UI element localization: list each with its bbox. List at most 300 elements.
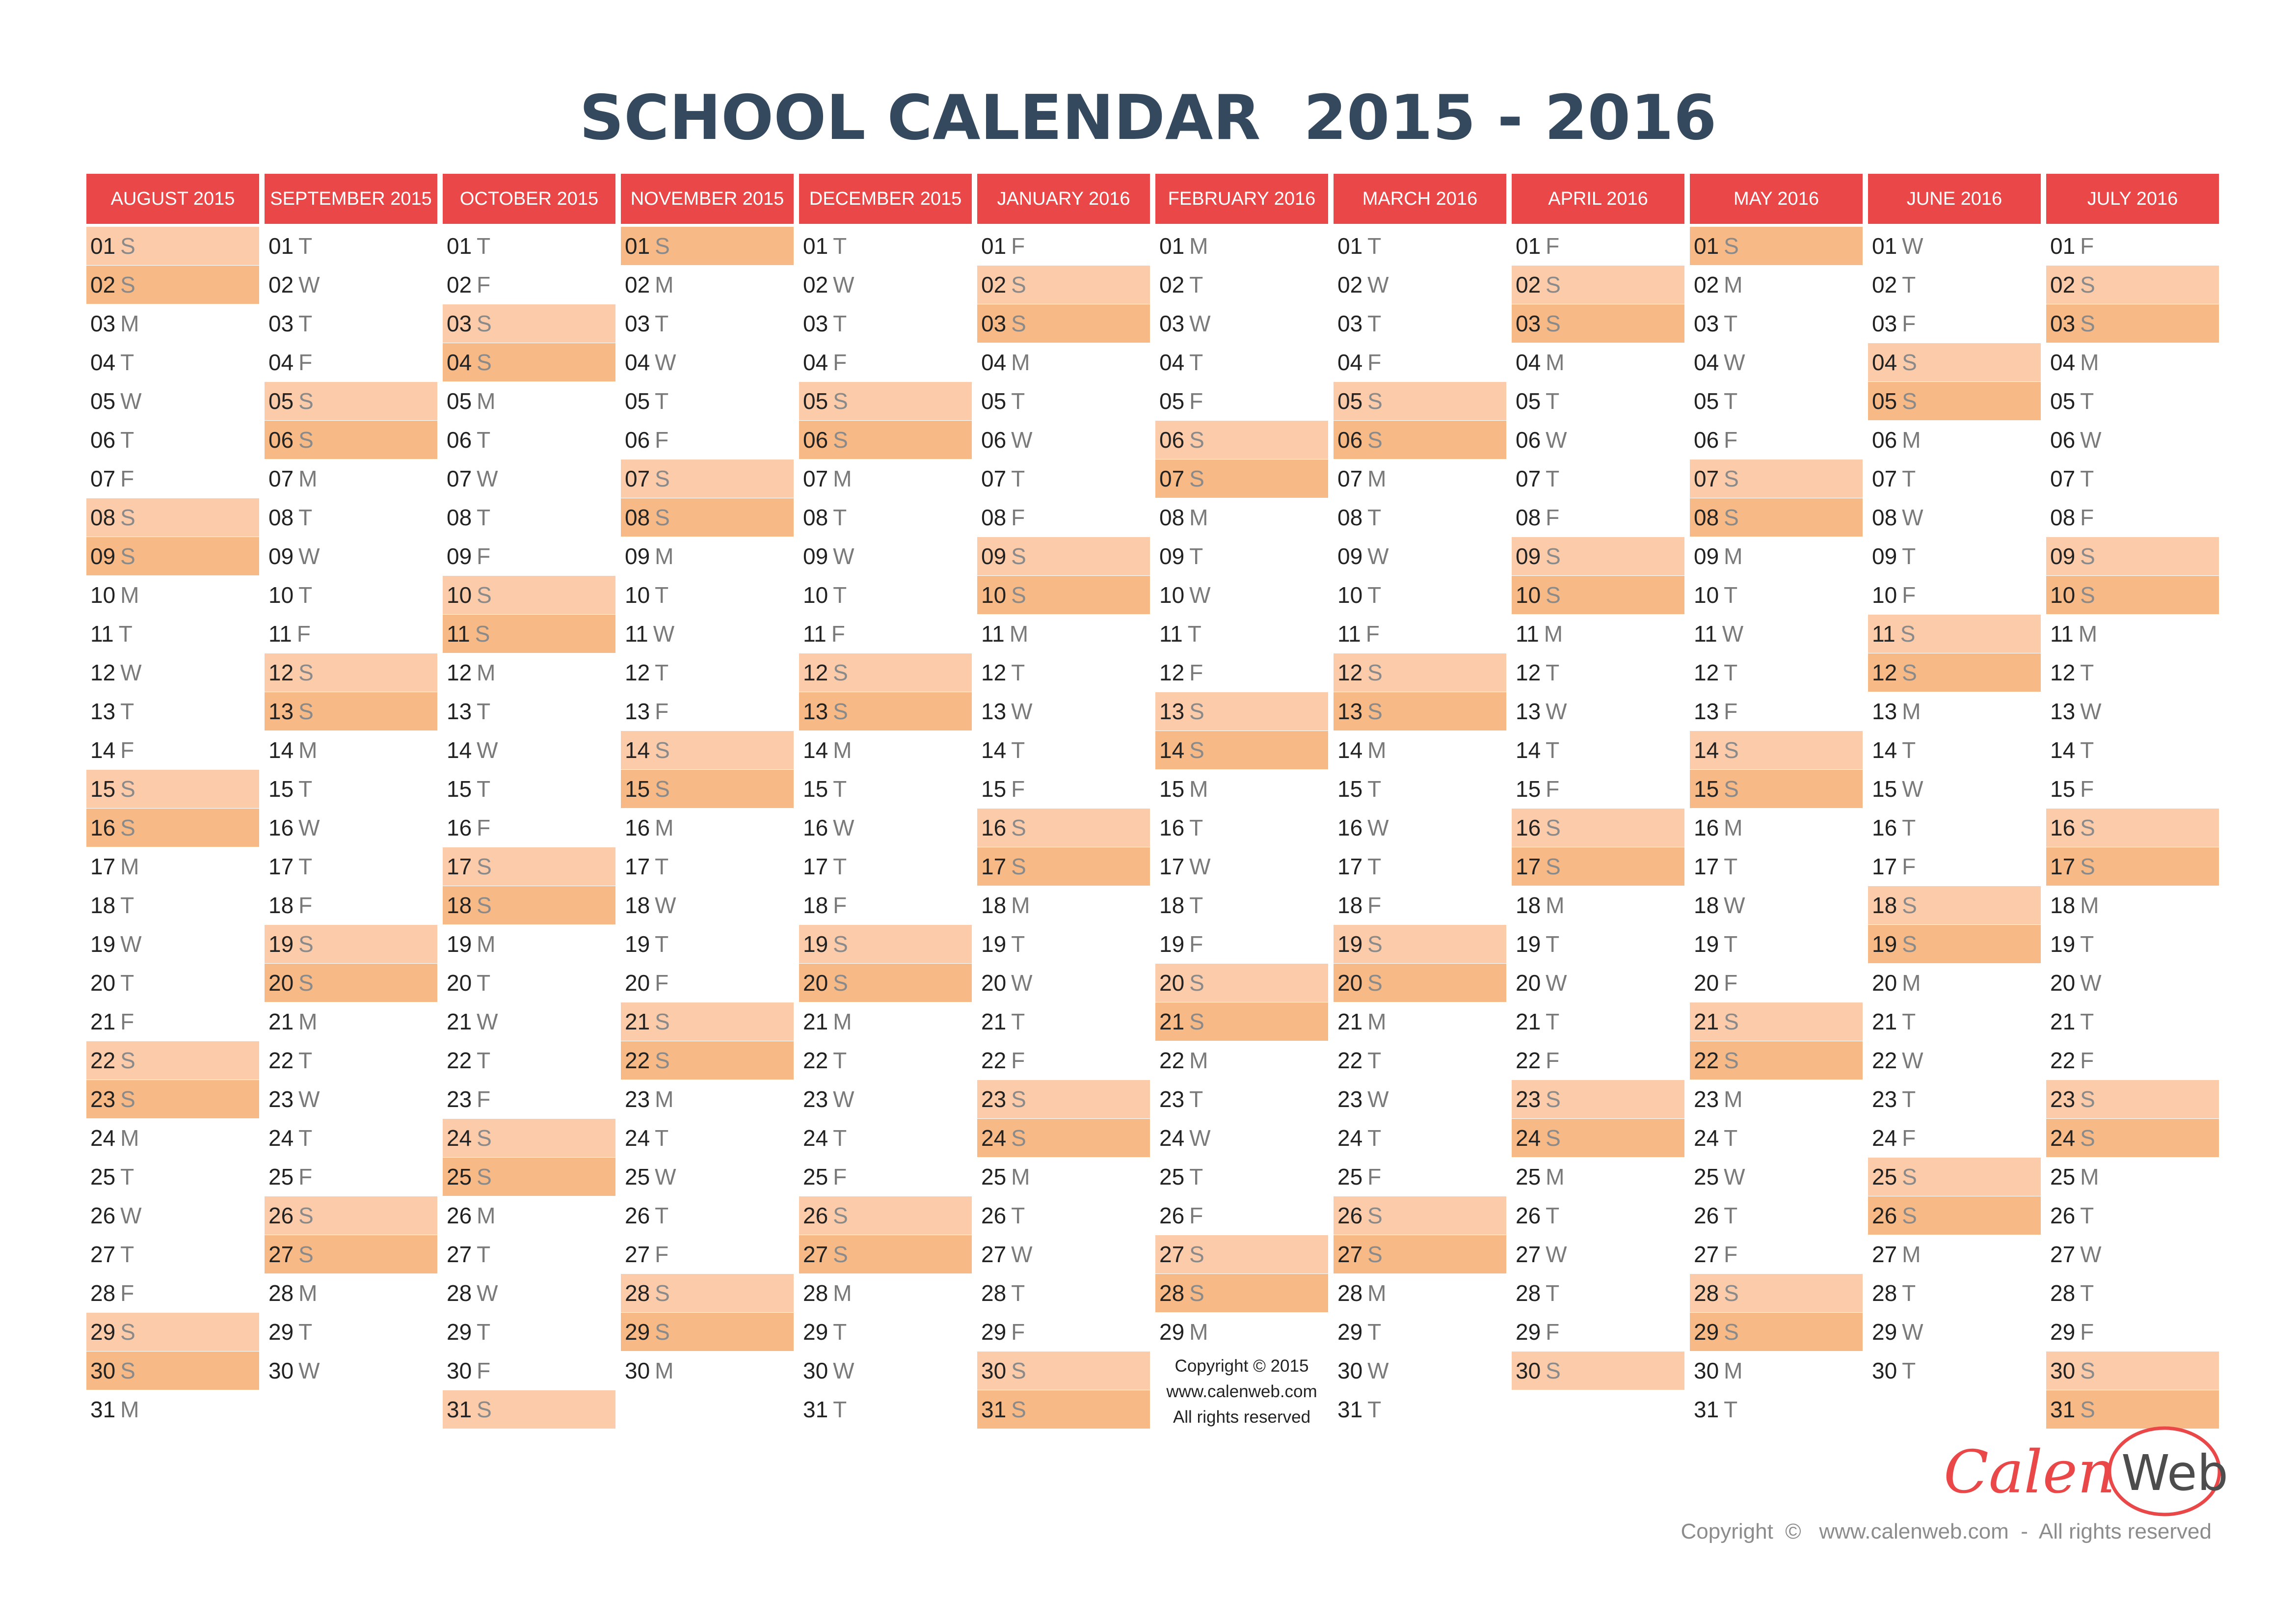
day-number: 28 xyxy=(1694,1280,1719,1306)
day-number: 27 xyxy=(447,1242,472,1267)
day-number: 29 xyxy=(90,1319,116,1345)
day-cell xyxy=(86,731,259,769)
weekday-letter: S xyxy=(1367,1242,1383,1267)
day-number: 31 xyxy=(803,1397,828,1422)
weekday-letter: T xyxy=(120,1242,134,1267)
day-number: 08 xyxy=(90,505,116,530)
day-number: 13 xyxy=(1516,699,1541,724)
day-cell xyxy=(1155,925,1328,963)
day-cell xyxy=(799,382,972,420)
day-number: 20 xyxy=(1872,970,1897,996)
weekday-letter: S xyxy=(1011,1358,1026,1383)
day-number: 03 xyxy=(2050,311,2076,336)
day-number: 25 xyxy=(90,1164,116,1190)
weekday-letter: T xyxy=(1367,1397,1382,1422)
weekday-letter: T xyxy=(298,854,313,879)
weekday-letter: S xyxy=(1189,1280,1204,1306)
day-cell xyxy=(977,537,1150,575)
day-cell xyxy=(1690,343,1863,381)
day-cell xyxy=(2046,227,2219,265)
day-number: 17 xyxy=(1159,854,1185,879)
weekday-letter: S xyxy=(1189,970,1204,996)
day-cell xyxy=(621,1158,794,1196)
day-cell xyxy=(86,576,259,614)
day-number: 08 xyxy=(981,505,1007,530)
day-cell xyxy=(977,1119,1150,1157)
day-cell xyxy=(1334,304,1506,343)
weekday-letter: T xyxy=(298,582,313,608)
weekday-letter: W xyxy=(1902,233,1923,259)
weekday-letter: T xyxy=(1011,1280,1025,1306)
day-number: 22 xyxy=(1872,1048,1897,1073)
weekday-letter: T xyxy=(655,388,669,414)
day-cell xyxy=(86,1235,259,1273)
day-cell xyxy=(86,382,259,420)
day-number: 11 xyxy=(803,621,827,647)
month-column xyxy=(443,174,615,1426)
weekday-letter: S xyxy=(298,388,314,414)
day-number: 10 xyxy=(1337,582,1363,608)
month-column xyxy=(265,174,437,1426)
day-number: 06 xyxy=(1872,427,1897,453)
day-number: 01 xyxy=(268,233,294,259)
day-cell xyxy=(977,421,1150,459)
weekday-letter: F xyxy=(1011,1319,1025,1345)
day-cell xyxy=(977,498,1150,537)
day-cell xyxy=(265,1002,437,1041)
weekday-letter: S xyxy=(1902,1164,1917,1190)
day-cell xyxy=(265,809,437,847)
day-number: 09 xyxy=(1872,543,1897,569)
day-cell xyxy=(799,227,972,265)
day-number: 05 xyxy=(1159,388,1185,414)
weekday-letter: W xyxy=(833,272,854,298)
weekday-letter: S xyxy=(475,621,490,647)
day-number: 24 xyxy=(90,1125,116,1151)
weekday-letter: S xyxy=(1902,931,1917,957)
month-column xyxy=(1868,174,2041,1426)
day-number: 06 xyxy=(803,427,828,453)
day-cell xyxy=(2046,1352,2219,1390)
day-cell xyxy=(1334,1196,1506,1235)
weekday-letter: F xyxy=(1902,854,1916,879)
weekday-letter: S xyxy=(1011,272,1026,298)
day-cell xyxy=(1334,460,1506,498)
weekday-letter: S xyxy=(1367,660,1383,685)
weekday-letter: T xyxy=(1367,1125,1382,1151)
day-number: 09 xyxy=(1516,543,1541,569)
day-cell xyxy=(2046,1235,2219,1273)
weekday-letter: S xyxy=(655,1280,670,1306)
day-number: 30 xyxy=(1337,1358,1363,1383)
weekday-letter: S xyxy=(833,699,848,724)
month-header: AUGUST 2015 xyxy=(86,174,259,224)
weekday-letter: T xyxy=(1902,466,1916,491)
day-number: 06 xyxy=(90,427,116,453)
weekday-letter: W xyxy=(1722,621,1744,647)
weekday-letter: T xyxy=(1189,543,1203,569)
day-cell xyxy=(1512,1235,1684,1273)
day-cell xyxy=(265,770,437,808)
day-cell xyxy=(799,1041,972,1080)
weekday-letter: M xyxy=(1902,970,1921,996)
day-number: 14 xyxy=(90,737,116,763)
weekday-letter: M xyxy=(1009,621,1029,647)
day-cell xyxy=(799,1080,972,1118)
day-number: 17 xyxy=(447,854,472,879)
day-number: 19 xyxy=(1872,931,1897,957)
day-number: 15 xyxy=(1516,776,1541,802)
day-cell xyxy=(977,1080,1150,1118)
weekday-letter: S xyxy=(1546,854,1561,879)
day-number: 05 xyxy=(90,388,116,414)
day-cell xyxy=(1155,1119,1328,1157)
day-cell xyxy=(2046,1313,2219,1351)
day-number: 18 xyxy=(1872,893,1897,918)
weekday-letter: W xyxy=(298,1358,320,1383)
month-header: FEBRUARY 2016 xyxy=(1155,174,1328,224)
copyright-note-line: All rights reserved xyxy=(1173,1407,1311,1427)
day-cell xyxy=(265,266,437,304)
day-number: 21 xyxy=(2050,1009,2076,1034)
weekday-letter: T xyxy=(1189,350,1203,375)
day-cell xyxy=(977,809,1150,847)
day-cell xyxy=(799,537,972,575)
day-number: 27 xyxy=(268,1242,294,1267)
day-number: 22 xyxy=(981,1048,1007,1073)
day-number: 27 xyxy=(1337,1242,1363,1267)
day-number: 11 xyxy=(1694,621,1717,647)
day-cell xyxy=(1334,498,1506,537)
weekday-letter: W xyxy=(833,1086,854,1112)
month-header: DECEMBER 2015 xyxy=(799,174,972,224)
day-cell xyxy=(1868,731,2041,769)
day-cell xyxy=(265,227,437,265)
day-number: 25 xyxy=(1694,1164,1719,1190)
day-number: 26 xyxy=(268,1203,294,1228)
day-cell xyxy=(1155,576,1328,614)
day-cell xyxy=(621,847,794,886)
day-cell xyxy=(1334,576,1506,614)
day-number: 23 xyxy=(1159,1086,1185,1112)
weekday-letter: S xyxy=(833,1203,848,1228)
weekday-letter: M xyxy=(477,1203,496,1228)
weekday-letter: M xyxy=(833,1009,852,1034)
weekday-letter: S xyxy=(298,970,314,996)
day-number: 21 xyxy=(1872,1009,1897,1034)
day-number: 28 xyxy=(1872,1280,1897,1306)
weekday-letter: T xyxy=(298,505,313,530)
weekday-letter: W xyxy=(833,815,854,840)
day-number: 26 xyxy=(90,1203,116,1228)
weekday-letter: S xyxy=(1189,1009,1204,1034)
day-number: 09 xyxy=(1159,543,1185,569)
day-cell xyxy=(799,1390,972,1429)
weekday-letter: F xyxy=(2080,1048,2094,1073)
day-number: 12 xyxy=(1872,660,1897,685)
weekday-letter: S xyxy=(833,970,848,996)
weekday-letter: F xyxy=(1546,1048,1560,1073)
day-cell xyxy=(977,1274,1150,1312)
day-number: 05 xyxy=(1516,388,1541,414)
day-cell xyxy=(977,382,1150,420)
weekday-letter: S xyxy=(1011,815,1026,840)
day-number: 10 xyxy=(625,582,650,608)
weekday-letter: F xyxy=(1011,505,1025,530)
day-cell xyxy=(977,731,1150,769)
weekday-letter: F xyxy=(655,699,669,724)
day-number: 27 xyxy=(1694,1242,1719,1267)
day-cell xyxy=(2046,731,2219,769)
day-cell xyxy=(1334,809,1506,847)
day-cell xyxy=(1334,343,1506,381)
day-number: 08 xyxy=(625,505,650,530)
day-number: 03 xyxy=(981,311,1007,336)
day-number: 12 xyxy=(90,660,116,685)
day-number: 28 xyxy=(1516,1280,1541,1306)
day-number: 25 xyxy=(268,1164,294,1190)
weekday-letter: W xyxy=(298,272,320,298)
day-number: 24 xyxy=(1516,1125,1541,1151)
weekday-letter: S xyxy=(1546,582,1561,608)
weekday-letter: F xyxy=(120,1280,134,1306)
weekday-letter: T xyxy=(118,621,133,647)
day-cell xyxy=(2046,266,2219,304)
weekday-letter: M xyxy=(298,466,318,491)
day-cell xyxy=(86,1196,259,1235)
weekday-letter: F xyxy=(477,815,491,840)
day-cell xyxy=(86,809,259,847)
day-number: 01 xyxy=(447,233,472,259)
day-cell xyxy=(86,1390,259,1429)
day-number: 16 xyxy=(625,815,650,840)
day-number: 21 xyxy=(1159,1009,1185,1034)
day-number: 20 xyxy=(981,970,1007,996)
day-cell xyxy=(86,498,259,537)
day-number: 07 xyxy=(2050,466,2076,491)
day-number: 29 xyxy=(803,1319,828,1345)
day-number: 25 xyxy=(1337,1164,1363,1190)
day-cell xyxy=(1868,304,2041,343)
day-number: 16 xyxy=(1516,815,1541,840)
day-cell xyxy=(1868,537,2041,575)
weekday-letter: F xyxy=(1365,621,1380,647)
day-number: 28 xyxy=(1337,1280,1363,1306)
day-cell xyxy=(2046,1002,2219,1041)
weekday-letter: S xyxy=(1724,1048,1739,1073)
day-number: 25 xyxy=(2050,1164,2076,1190)
day-cell xyxy=(1868,1196,2041,1235)
day-cell xyxy=(1512,886,1684,924)
day-cell xyxy=(443,1352,615,1390)
weekday-letter: S xyxy=(1546,815,1561,840)
day-cell xyxy=(443,266,615,304)
weekday-letter: F xyxy=(2080,233,2094,259)
day-number: 06 xyxy=(268,427,294,453)
day-number: 24 xyxy=(447,1125,472,1151)
weekday-letter: M xyxy=(1546,1164,1565,1190)
day-number: 31 xyxy=(1694,1397,1719,1422)
day-cell xyxy=(621,382,794,420)
day-number: 19 xyxy=(1694,931,1719,957)
day-number: 07 xyxy=(90,466,116,491)
day-cell xyxy=(443,498,615,537)
day-cell xyxy=(1868,382,2041,420)
day-cell xyxy=(1155,1080,1328,1118)
day-cell xyxy=(1512,421,1684,459)
day-cell xyxy=(621,964,794,1002)
day-cell xyxy=(265,343,437,381)
day-cell xyxy=(1155,1196,1328,1235)
day-cell xyxy=(1334,1390,1506,1429)
weekday-letter: F xyxy=(833,893,847,918)
day-cell xyxy=(86,421,259,459)
day-number: 23 xyxy=(1337,1086,1363,1112)
day-cell xyxy=(1868,1080,2041,1118)
weekday-letter: T xyxy=(1902,272,1916,298)
day-number: 18 xyxy=(625,893,650,918)
weekday-letter: M xyxy=(655,543,674,569)
weekday-letter: F xyxy=(1189,1203,1203,1228)
day-number: 06 xyxy=(1516,427,1541,453)
day-number: 16 xyxy=(981,815,1007,840)
day-cell xyxy=(1512,964,1684,1002)
weekday-letter: T xyxy=(655,660,669,685)
weekday-letter: S xyxy=(120,1086,135,1112)
day-cell xyxy=(1512,1119,1684,1157)
weekday-letter: F xyxy=(1546,776,1560,802)
weekday-letter: T xyxy=(2080,466,2094,491)
day-cell xyxy=(2046,382,2219,420)
day-cell xyxy=(621,692,794,730)
weekday-letter: T xyxy=(833,311,847,336)
weekday-letter: F xyxy=(1189,660,1203,685)
day-cell xyxy=(1334,1158,1506,1196)
weekday-letter: M xyxy=(120,582,139,608)
day-number: 25 xyxy=(1872,1164,1897,1190)
day-cell xyxy=(443,1196,615,1235)
day-number: 19 xyxy=(1516,931,1541,957)
day-cell xyxy=(1512,498,1684,537)
weekday-letter: W xyxy=(2080,1242,2102,1267)
day-cell xyxy=(86,343,259,381)
day-cell xyxy=(1334,1352,1506,1390)
weekday-letter: F xyxy=(1724,427,1738,453)
day-cell xyxy=(1155,343,1328,381)
weekday-letter: S xyxy=(655,737,670,763)
day-cell xyxy=(1155,266,1328,304)
weekday-letter: W xyxy=(655,1164,676,1190)
day-cell xyxy=(621,809,794,847)
day-number: 22 xyxy=(803,1048,828,1073)
weekday-letter: M xyxy=(1011,350,1030,375)
weekday-letter: T xyxy=(477,427,491,453)
day-number: 31 xyxy=(447,1397,472,1422)
day-cell xyxy=(1690,227,1863,265)
day-cell xyxy=(1690,1080,1863,1118)
day-number: 17 xyxy=(2050,854,2076,879)
weekday-letter: M xyxy=(1724,815,1743,840)
day-cell xyxy=(1155,615,1328,653)
day-number: 18 xyxy=(1337,893,1363,918)
day-number: 30 xyxy=(625,1358,650,1383)
day-number: 08 xyxy=(2050,505,2076,530)
day-number: 03 xyxy=(90,311,116,336)
day-number: 11 xyxy=(1159,621,1183,647)
weekday-letter: F xyxy=(1724,970,1738,996)
weekday-letter: S xyxy=(1902,350,1917,375)
day-cell xyxy=(799,1196,972,1235)
day-number: 06 xyxy=(2050,427,2076,453)
day-cell xyxy=(799,1235,972,1273)
day-cell xyxy=(1868,1235,2041,1273)
day-cell xyxy=(265,498,437,537)
day-number: 12 xyxy=(981,660,1007,685)
weekday-letter: T xyxy=(1724,311,1738,336)
month-column xyxy=(621,174,794,1426)
weekday-letter: S xyxy=(1367,388,1383,414)
day-number: 14 xyxy=(2050,737,2076,763)
weekday-letter: F xyxy=(1189,931,1203,957)
weekday-letter: T xyxy=(1189,893,1203,918)
weekday-letter: S xyxy=(1367,1203,1383,1228)
weekday-letter: F xyxy=(120,737,134,763)
day-number: 28 xyxy=(447,1280,472,1306)
day-number: 23 xyxy=(1872,1086,1897,1112)
day-cell xyxy=(799,1119,972,1157)
day-number: 02 xyxy=(1516,272,1541,298)
day-cell xyxy=(1334,1080,1506,1118)
day-cell xyxy=(1690,770,1863,808)
day-number: 06 xyxy=(625,427,650,453)
day-cell xyxy=(1690,304,1863,343)
weekday-letter: T xyxy=(120,1164,134,1190)
day-cell xyxy=(443,886,615,924)
day-number: 20 xyxy=(268,970,294,996)
day-number: 18 xyxy=(2050,893,2076,918)
day-number: 04 xyxy=(268,350,294,375)
weekday-letter: S xyxy=(477,893,492,918)
day-number: 03 xyxy=(268,311,294,336)
day-number: 07 xyxy=(625,466,650,491)
logo-text-calen: Calen xyxy=(1944,1438,2116,1507)
day-number: 23 xyxy=(447,1086,472,1112)
day-number: 02 xyxy=(1337,272,1363,298)
weekday-letter: M xyxy=(1902,1242,1921,1267)
day-cell xyxy=(1868,1158,2041,1196)
weekday-letter: W xyxy=(1189,311,1211,336)
day-number: 27 xyxy=(803,1242,828,1267)
day-cell xyxy=(1690,576,1863,614)
day-cell xyxy=(1512,1041,1684,1080)
weekday-letter: S xyxy=(120,776,135,802)
day-number: 24 xyxy=(1159,1125,1185,1151)
day-number: 27 xyxy=(1872,1242,1897,1267)
day-number: 19 xyxy=(2050,931,2076,957)
day-cell xyxy=(1334,886,1506,924)
day-number: 04 xyxy=(981,350,1007,375)
day-number: 17 xyxy=(1516,854,1541,879)
weekday-letter: F xyxy=(477,543,491,569)
day-cell xyxy=(1512,615,1684,653)
day-cell xyxy=(977,964,1150,1002)
weekday-letter: S xyxy=(1724,505,1739,530)
month-column xyxy=(1155,174,1328,1426)
weekday-letter: S xyxy=(1902,1203,1917,1228)
day-number: 17 xyxy=(625,854,650,879)
day-cell xyxy=(1334,653,1506,692)
day-number: 31 xyxy=(2050,1397,2076,1422)
